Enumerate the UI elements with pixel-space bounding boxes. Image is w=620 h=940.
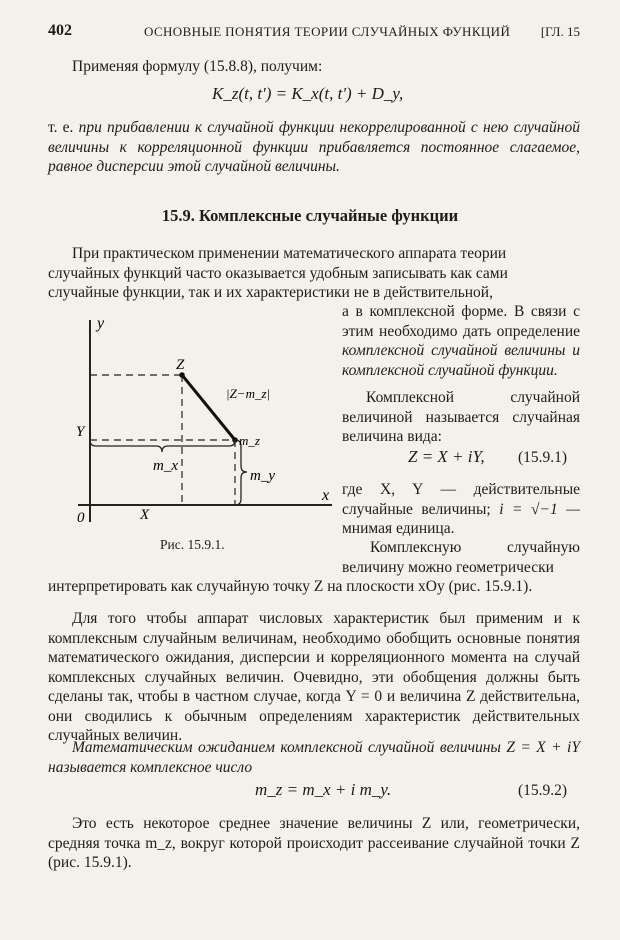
my-label: m_y bbox=[250, 468, 275, 484]
para5-eq-number: (15.9.2) bbox=[518, 782, 568, 799]
point-z-label: Z bbox=[176, 357, 185, 373]
running-title: ОСНОВНЫЕ ПОНЯТИЯ ТЕОРИИ СЛУЧАЙНЫХ ФУНКЦИЙ bbox=[144, 24, 511, 39]
x-axis-label: x bbox=[322, 487, 330, 504]
para6: Это есть некоторое среднее значение величины Z или, геометрически, средняя точка m_z, вокруг которой происходит рассеивание случайной точки Z (рис. 15.9.1). bbox=[48, 815, 580, 871]
x-tick-label: X bbox=[140, 507, 150, 523]
z-mz-segment bbox=[182, 375, 235, 440]
para2-i-def: i = √−1 — bbox=[499, 500, 581, 518]
mx-label: m_x bbox=[153, 458, 178, 474]
para1-line-2: случайных функций часто оказывается удобным записывать как сами bbox=[48, 264, 508, 282]
para3-full: интерпретировать как случайную точку Z на плоскости xOy (рис. 15.9.1). bbox=[48, 578, 533, 595]
para1-side bbox=[342, 302, 580, 380]
page-header bbox=[48, 22, 584, 42]
conclusion-italic: при прибавлении к случайной функции некоррелированной с нею случайной величины к корреляционной функции прибавляется постоянное слагаемое, равное дисперсии этой случайной величины. bbox=[48, 119, 581, 175]
figure-caption: Рис. 15.9.1. bbox=[160, 537, 225, 552]
y-tick-label: Y bbox=[76, 424, 85, 440]
point-mz-label: m_z bbox=[239, 433, 260, 448]
my-brace bbox=[235, 440, 247, 505]
para5-formula: m_z = m_x + i m_y. bbox=[255, 780, 392, 799]
para1-side-italic: комплексной случайной величины и комплексной случайной функции. bbox=[342, 342, 580, 379]
para5-italic: Математическим ожиданием комплексной случайной величины Z = X + iY называется комплексное число bbox=[48, 739, 580, 776]
para1-line-1: При практическом применении математического аппарата теории bbox=[72, 245, 507, 262]
para2-after bbox=[342, 480, 580, 539]
para2-after-b: мнимая единица. bbox=[342, 520, 455, 537]
page-number: 402 bbox=[48, 22, 72, 39]
para2-after-a: где X, Y — действительные случайные величины; bbox=[342, 481, 580, 518]
y-axis-label: y bbox=[97, 315, 105, 332]
para4: Для того чтобы аппарат числовых характеристик был применим и к комплексным случайным величинам, необходимо обобщить основные понятия математического ожидания, дисперсии и корреляционного момента на случай комплексных случайных величин. Очевидно, эти обобщения должны быть сделаны так, чтобы в частном случае, когда Y = 0 и величина Z действительна, они сводились к обычным определениям характеристик действительных случайных величин. bbox=[48, 610, 580, 744]
para1-line-3: случайные функции, так и их характеристики не в действительной, bbox=[48, 284, 493, 301]
para3-side: Комплексную случайную величину можно геометрически bbox=[342, 539, 580, 576]
para2-formula: Z = X + iY, bbox=[408, 447, 485, 466]
conclusion-paragraph bbox=[48, 118, 580, 177]
conclusion-prefix: т. е. bbox=[48, 119, 74, 136]
figure-15-9-1 bbox=[60, 312, 345, 537]
origin-label: 0 bbox=[77, 510, 85, 526]
point-z bbox=[179, 372, 185, 378]
intro-text: Применяя формулу (15.8.8), получим: bbox=[72, 58, 323, 75]
para2-text: Комплексной случайной величиной называется случайная величина вида: bbox=[342, 389, 580, 445]
chapter-label: [ГЛ. 15 bbox=[540, 24, 580, 39]
intro-formula: K_z(t, t') = K_x(t, t') + D_y, bbox=[212, 84, 404, 103]
para1-side-text: а в комплексной форме. В связи с этим необходимо дать определение bbox=[342, 303, 580, 340]
para2-eq-number: (15.9.1) bbox=[518, 449, 568, 466]
section-title: 15.9. Комплексные случайные функции bbox=[161, 206, 459, 225]
distance-label: |Z−m_z| bbox=[226, 386, 271, 401]
mx-brace bbox=[90, 440, 235, 452]
